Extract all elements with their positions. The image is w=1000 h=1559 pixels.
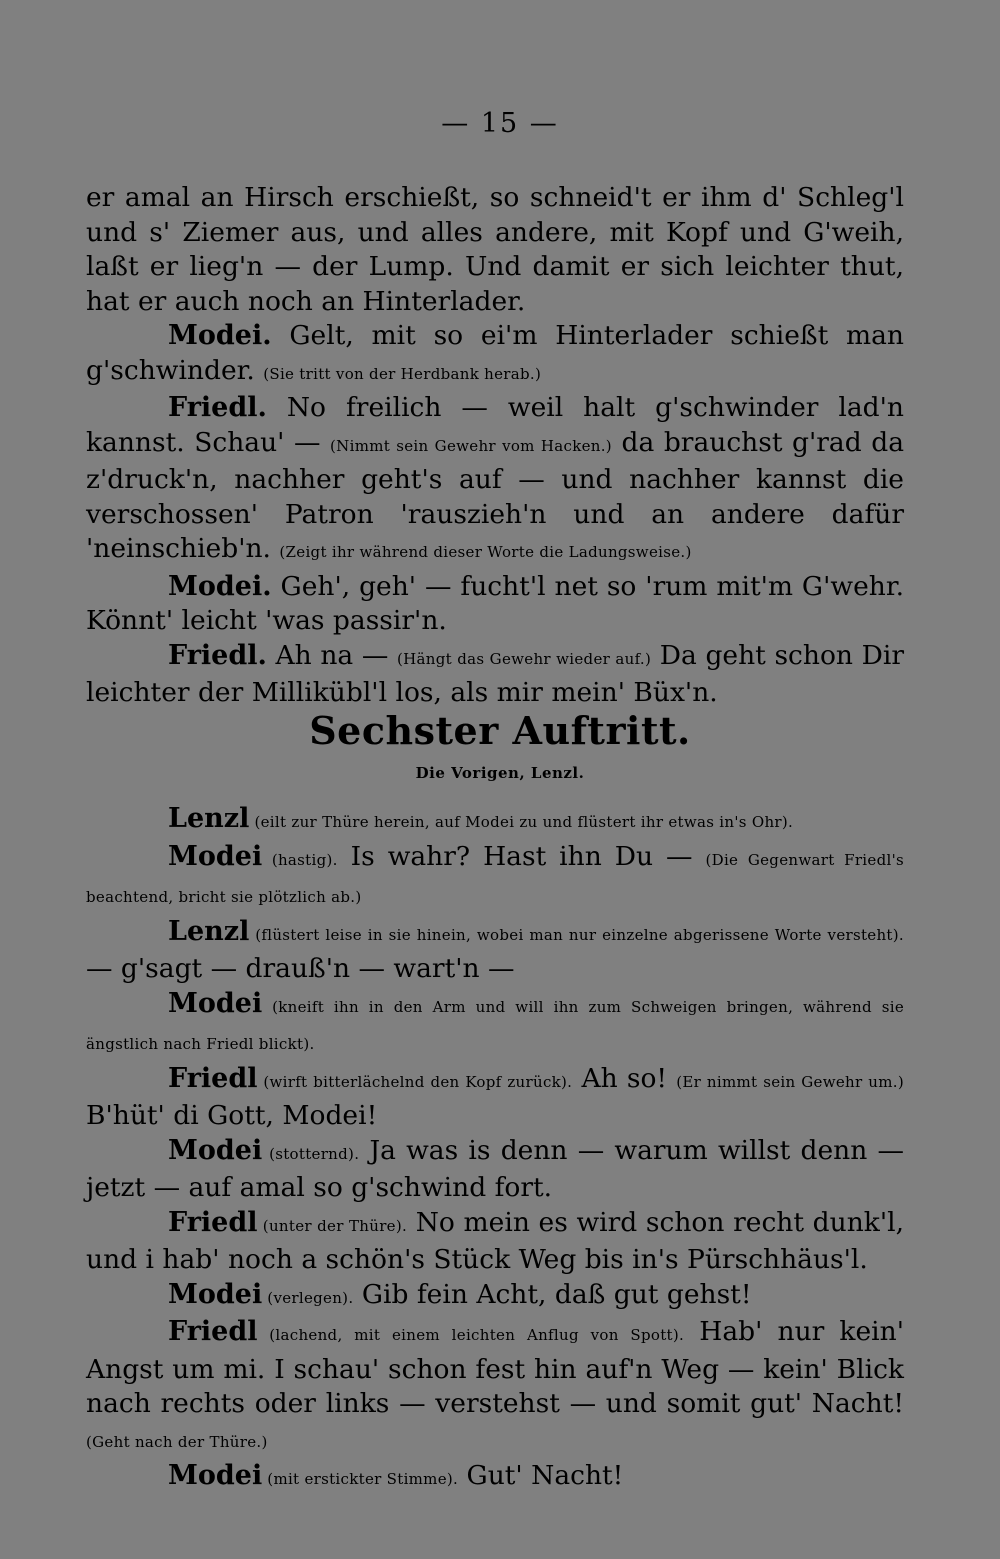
dialogue-text: da brauchst g'rad da z'druck'n, nachher geht's auf — und nachher kannst die verschossen' Patron 'rauszieh'n und an andere dafür 'neinschieb'n.	[86, 426, 904, 564]
dialogue-text: B'hüt' di Gott, Modei!	[86, 1100, 378, 1131]
dialogue-text: No mein es wird schon recht dunk'l, und i hab' noch a schön's Stück Weg bis in's Pürschhäus'l.	[86, 1206, 904, 1275]
stage-direction: (flüstert leise in sie hinein, wobei man nur einzelne abgerissene Worte versteht).	[249, 925, 904, 944]
speaker-name: Friedl.	[168, 639, 267, 671]
speaker-name: Modei.	[168, 320, 272, 351]
dialogue-paragraph	[86, 1278, 904, 1316]
dialogue-text: — g'sagt — drauß'n — wart'n —	[86, 953, 515, 984]
dialogue-text: Ja was is denn — warum willst denn — jetzt — auf amal so g'schwind fort.	[86, 1134, 905, 1203]
dialogue-paragraph	[86, 987, 904, 1062]
dialogue-paragraph	[86, 840, 904, 915]
speaker-name: Lenzl	[168, 803, 250, 834]
stage-direction: (mit erstickter Stimme).	[262, 1470, 459, 1488]
dialogue-paragraph	[86, 319, 904, 391]
scene-heading: Sechster Auftritt.	[309, 708, 691, 753]
dialogue-paragraph	[86, 1459, 904, 1497]
stage-direction: (Die Gegenwart Friedl's beachtend, bricht sie plötzlich ab.)	[86, 850, 904, 906]
dialogue-paragraph	[86, 1134, 904, 1206]
stage-direction: (eilt zur Thüre herein, auf Modei zu und flüstert ihr etwas in's Ohr).	[249, 813, 794, 831]
speaker-name: Friedl	[168, 1062, 258, 1094]
dialogue-paragraph	[86, 802, 904, 840]
dialogue-paragraph	[86, 1062, 904, 1134]
dialogue-text: Gib fein Acht, daß gut gehst!	[353, 1278, 752, 1310]
stage-direction: (wirft bitterlächelnd den Kopf zurück).	[257, 1072, 573, 1091]
dialogue-paragraph	[86, 181, 904, 319]
scene-characters: Die Vorigen, Lenzl.	[415, 764, 585, 782]
dialogue-paragraph	[86, 639, 904, 711]
dialogue-paragraph	[86, 570, 904, 639]
dialogue-text: Ah so!	[572, 1062, 677, 1094]
speaker-name: Friedl.	[168, 392, 267, 423]
stage-direction: (unter der Thüre).	[257, 1216, 408, 1235]
stage-direction: (verlegen).	[262, 1288, 354, 1307]
dialogue-text: Gut' Nacht!	[458, 1460, 624, 1491]
stage-direction: (lachend, mit einem leichten Anflug von Spott).	[257, 1326, 685, 1344]
speaker-name: Modei	[168, 1460, 263, 1491]
speaker-name: Friedl	[168, 1316, 258, 1347]
dialogue-text: Da geht schon Dir leichter der Millikübl'l los, als mir mein' Büx'n.	[86, 639, 905, 708]
speaker-name: Modei	[168, 1278, 263, 1310]
stage-direction: (Nimmt sein Gewehr vom Hacken.)	[330, 436, 612, 455]
page-number: — 15 —	[441, 108, 559, 139]
dialogue-paragraph	[86, 391, 904, 570]
speaker-name: Modei	[168, 987, 263, 1019]
speaker-name: Modei	[168, 1134, 263, 1166]
stage-direction: (Zeigt ihr während dieser Worte die Ladungsweise.)	[279, 543, 692, 561]
stage-direction: (Sie tritt von der Herdbank herab.)	[263, 364, 542, 383]
stage-direction: (Geht nach der Thüre.)	[86, 1432, 268, 1451]
dialogue-text: Gelt, mit so ei'm Hinterlader schießt man g'schwinder.	[86, 320, 904, 386]
speaker-name: Friedl	[168, 1206, 258, 1238]
dialogue-text: No freilich — weil halt g'schwinder lad'n kannst. Schau' —	[86, 392, 904, 458]
dialogue-paragraph	[86, 1315, 904, 1459]
speaker-name: Modei	[168, 840, 263, 872]
scene-five-text	[86, 181, 904, 711]
speaker-name: Modei.	[168, 570, 272, 602]
dialogue-paragraph	[86, 915, 904, 987]
stage-direction: (hastig).	[262, 850, 338, 869]
stage-direction: (kneift ihn in den Arm und will ihn zum Schweigen bringen, während sie ängstlich nach Friedl blickt).	[86, 997, 904, 1053]
stage-direction: (Er nimmt sein Gewehr um.)	[676, 1072, 904, 1091]
stage-direction: (Hängt das Gewehr wieder auf.)	[397, 649, 652, 668]
scene-six-text	[86, 802, 904, 1497]
stage-direction: (stotternd).	[262, 1144, 360, 1163]
speaker-name: Lenzl	[168, 915, 250, 947]
dialogue-paragraph	[86, 1206, 904, 1278]
dialogue-text: Hab' nur kein' Angst um mi. I schau' schon fest hin auf'n Weg — kein' Blick nach rechts oder links — verstehst — und somit gut' Nacht!	[86, 1316, 904, 1419]
dialogue-text: Ah na —	[266, 639, 397, 671]
dialogue-text: er amal an Hirsch erschießt, so schneid't er ihm d' Schleg'l und s' Ziemer aus, und alles andere, mit Kopf und G'weih, laßt er lieg'n — der Lump. Und damit er sich leichter thut, hat er auch noch an Hinterlader.	[86, 182, 904, 317]
dialogue-text: Is wahr? Hast ihn Du —	[337, 840, 706, 872]
dialogue-text: Geh', geh' — fucht'l net so 'rum mit'm G'wehr. Könnt' leicht 'was passir'n.	[86, 570, 904, 636]
